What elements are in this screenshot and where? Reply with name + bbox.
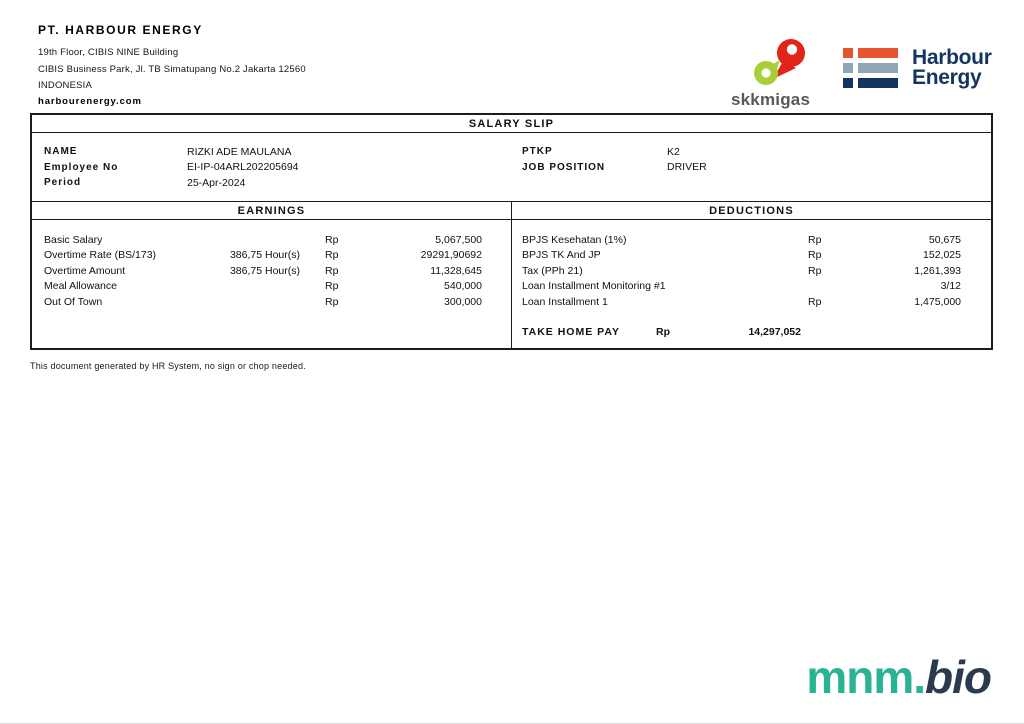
row-currency: Rp bbox=[325, 280, 339, 293]
harbour-energy-wordmark bbox=[912, 48, 992, 88]
info-row-ptkp bbox=[522, 144, 991, 160]
ptkp-label: PTKP bbox=[522, 146, 553, 158]
earnings-row bbox=[44, 279, 482, 295]
job-position-value: DRIVER bbox=[667, 161, 707, 174]
period-label: Period bbox=[44, 177, 82, 189]
row-currency: Rp bbox=[808, 264, 822, 277]
watermark-bio: bio bbox=[925, 651, 991, 703]
skkmigas-pins-icon bbox=[731, 36, 825, 88]
row-label: Loan Installment 1 bbox=[522, 295, 608, 308]
job-position-label: JOB POSITION bbox=[522, 161, 606, 173]
info-row-job-position bbox=[522, 160, 991, 176]
deduction-row bbox=[522, 263, 961, 279]
employee-info-section bbox=[32, 133, 991, 202]
company-header bbox=[38, 23, 306, 107]
name-label: NAME bbox=[44, 146, 78, 158]
employee-info-left bbox=[32, 144, 513, 201]
row-currency: Rp bbox=[325, 233, 339, 246]
earnings-column bbox=[32, 220, 512, 348]
info-row-employee-no bbox=[44, 160, 513, 176]
row-amount: 50,675 bbox=[928, 233, 961, 246]
watermark-mnm: mnm. bbox=[806, 651, 926, 703]
mnm-bio-watermark bbox=[806, 650, 991, 704]
row-currency: Rp bbox=[808, 295, 822, 308]
row-amount: 5,067,500 bbox=[435, 233, 482, 246]
take-home-pay-row bbox=[522, 326, 961, 338]
row-label: Overtime Amount bbox=[44, 264, 126, 277]
company-address-line-3: INDONESIA bbox=[38, 80, 93, 91]
row-label: BPJS Kesehatan (1%) bbox=[522, 233, 627, 246]
row-amount: 540,000 bbox=[444, 280, 482, 293]
info-row-name bbox=[44, 144, 513, 160]
row-currency: Rp bbox=[808, 233, 822, 246]
generated-note: This document generated by HR System, no sign or chop needed. bbox=[30, 361, 306, 371]
row-amount: 3/12 bbox=[940, 280, 961, 293]
row-label: BPJS TK And JP bbox=[522, 249, 601, 262]
row-label: Meal Allowance bbox=[44, 280, 117, 293]
skkmigas-wordmark: skkmigas bbox=[731, 90, 811, 109]
row-amount: 1,475,000 bbox=[914, 295, 961, 308]
company-website: harbourenergy.com bbox=[38, 95, 142, 107]
name-value: RIZKI ADE MAULANA bbox=[187, 145, 292, 158]
row-amount: 152,025 bbox=[923, 249, 961, 262]
deduction-row bbox=[522, 248, 961, 264]
employee-no-label: Employee No bbox=[44, 161, 119, 173]
deduction-row bbox=[522, 232, 961, 248]
earnings-row bbox=[44, 248, 482, 264]
employee-info-right bbox=[513, 144, 991, 201]
harbour-word-line2: Energy bbox=[912, 66, 982, 89]
row-amount: 29291,90692 bbox=[420, 249, 482, 262]
row-label: Loan Installment Monitoring #1 bbox=[522, 280, 666, 293]
deduction-row bbox=[522, 294, 961, 310]
harbour-energy-logo bbox=[843, 48, 992, 88]
take-home-pay-amount: 14,297,052 bbox=[748, 325, 801, 338]
row-amount: 11,328,645 bbox=[430, 264, 482, 277]
info-row-period bbox=[44, 175, 513, 191]
row-label: Tax (PPh 21) bbox=[522, 264, 583, 277]
company-address-line-2: CIBIS Business Park, Jl. TB Simatupang No.2 Jakarta 12560 bbox=[38, 63, 306, 75]
row-amount: 300,000 bbox=[444, 295, 482, 308]
row-currency: Rp bbox=[325, 249, 339, 262]
slip-title: SALARY SLIP bbox=[32, 115, 991, 133]
harbour-flag-icon bbox=[843, 48, 898, 88]
earnings-header: EARNINGS bbox=[32, 202, 512, 219]
harbour-word-line1: Harbour bbox=[912, 46, 992, 69]
company-address-line-1: 19th Floor, CIBIS NINE Building bbox=[38, 47, 179, 58]
row-label: Out Of Town bbox=[44, 295, 103, 308]
deduction-row bbox=[522, 279, 961, 295]
employee-no-value: EI-IP-04ARL202205694 bbox=[187, 161, 299, 174]
row-qty: 386,75 Hour(s) bbox=[229, 264, 300, 277]
salary-slip-table bbox=[30, 113, 993, 350]
deductions-header: DEDUCTIONS bbox=[709, 205, 794, 217]
skkmigas-logo bbox=[731, 36, 825, 110]
take-home-pay-currency: Rp bbox=[656, 325, 670, 338]
row-label: Basic Salary bbox=[44, 233, 103, 246]
amounts-section bbox=[32, 220, 991, 348]
row-label: Overtime Rate (BS/173) bbox=[44, 249, 157, 262]
earnings-row bbox=[44, 294, 482, 310]
earnings-row bbox=[44, 232, 482, 248]
take-home-pay-label: TAKE HOME PAY bbox=[522, 325, 620, 338]
deductions-column bbox=[512, 220, 991, 348]
row-currency: Rp bbox=[808, 249, 822, 262]
earnings-row bbox=[44, 263, 482, 279]
row-amount: 1,261,393 bbox=[914, 264, 961, 277]
period-value: 25-Apr-2024 bbox=[187, 176, 246, 189]
row-qty: 386,75 Hour(s) bbox=[229, 249, 300, 262]
section-headers bbox=[32, 202, 991, 220]
row-currency: Rp bbox=[325, 295, 339, 308]
company-name: PT. HARBOUR ENERGY bbox=[38, 23, 203, 37]
row-currency: Rp bbox=[325, 264, 339, 277]
ptkp-value: K2 bbox=[667, 145, 680, 158]
